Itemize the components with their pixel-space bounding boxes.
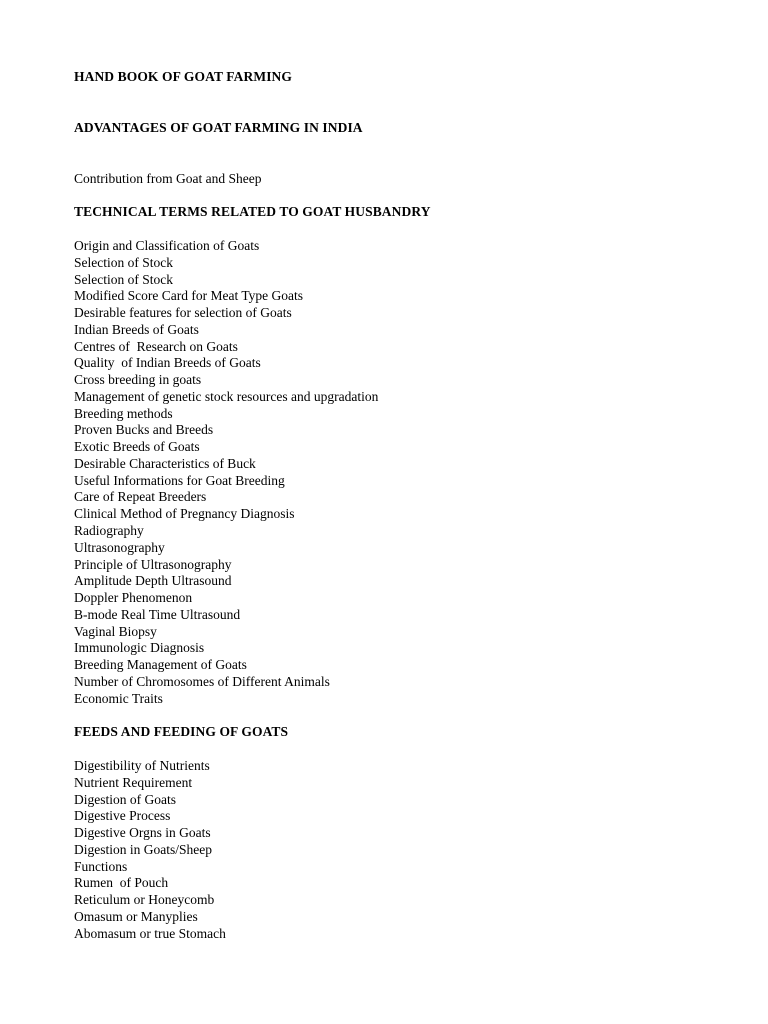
list-item: Selection of Stock — [74, 271, 173, 287]
list-item: Abomasum or true Stomach — [74, 925, 226, 941]
list-item: Digestion in Goats/Sheep — [74, 841, 212, 857]
list-item: Rumen of Pouch — [74, 875, 169, 891]
list-item: Origin and Classification of Goats — [74, 238, 260, 253]
list-item: Clinical Method of Pregnancy Diagnosis — [74, 506, 295, 522]
list-item: Desirable Characteristics of Buck — [74, 455, 256, 471]
list-item: Ultrasonography — [74, 539, 165, 555]
document-title: HAND BOOK OF GOAT FARMING — [74, 69, 292, 84]
list-item: Cross breeding in goats — [74, 372, 202, 388]
list-item: Omasum or Manyplies — [74, 908, 198, 924]
list-item: Principle of Ultrasonography — [74, 556, 232, 572]
list-item: Reticulum or Honeycomb — [74, 892, 215, 908]
list-item: B-mode Real Time Ultrasound — [74, 606, 241, 622]
list-item: Indian Breeds of Goats — [74, 321, 199, 337]
list-item: Exotic Breeds of Goats — [74, 439, 200, 455]
section-heading-feeds: FEEDS AND FEEDING OF GOATS — [74, 724, 289, 739]
list-item: Quality of Indian Breeds of Goats — [74, 355, 261, 371]
list-item: Useful Informations for Goat Breeding — [74, 472, 285, 488]
section-heading-technical-terms: TECHNICAL TERMS RELATED TO GOAT HUSBANDRY — [74, 204, 431, 219]
technical-terms-list — [74, 238, 378, 707]
list-item: Amplitude Depth Ultrasound — [74, 573, 232, 589]
list-item: Centres of Research on Goats — [74, 338, 238, 354]
list-item: Modified Score Card for Meat Type Goats — [74, 288, 303, 304]
list-item: Digestion of Goats — [74, 791, 176, 807]
list-item: Desirable features for selection of Goats — [74, 305, 292, 321]
list-item: Nutrient Requirement — [74, 774, 193, 790]
list-item: Radiography — [74, 523, 144, 539]
list-item: Breeding methods — [74, 405, 173, 421]
list-item: Management of genetic stock resources and upgradation — [74, 388, 379, 404]
list-item: Number of Chromosomes of Different Animals — [74, 673, 330, 689]
list-item: Digestive Orgns in Goats — [74, 825, 211, 841]
list-item: Economic Traits — [74, 690, 163, 706]
contribution-line: Contribution from Goat and Sheep — [74, 171, 262, 186]
list-item: Immunologic Diagnosis — [74, 640, 205, 656]
list-item: Selection of Stock — [74, 254, 173, 270]
feeds-list — [74, 758, 226, 942]
list-item: Proven Bucks and Breeds — [74, 422, 214, 438]
list-item: Digestive Process — [74, 808, 171, 824]
list-item: Doppler Phenomenon — [74, 590, 193, 606]
section-heading-advantages: ADVANTAGES OF GOAT FARMING IN INDIA — [74, 120, 363, 135]
list-item: Functions — [74, 858, 128, 874]
list-item: Digestibility of Nutrients — [74, 758, 210, 773]
list-item: Vaginal Biopsy — [74, 623, 157, 639]
list-item: Care of Repeat Breeders — [74, 489, 207, 505]
list-item: Breeding Management of Goats — [74, 657, 247, 673]
